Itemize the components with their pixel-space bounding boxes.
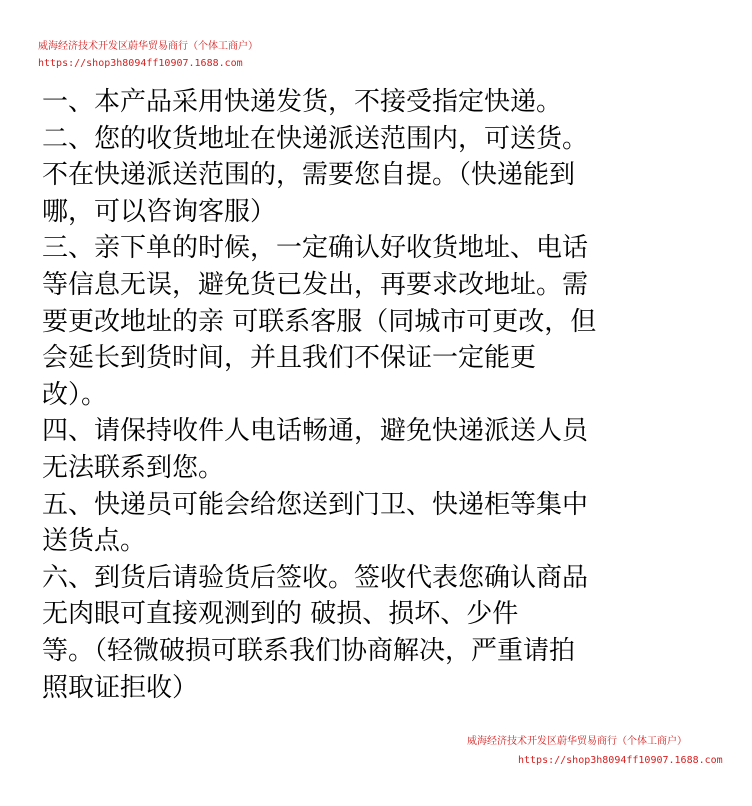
notice-line-6: 等信息无误，避免货已发出，再要求改地址。需	[42, 269, 589, 300]
watermark-shop-name-bottom: 威海经济技术开发区蔚华贸易商行（个体工商户）	[467, 736, 687, 747]
notice-line-11: 无法联系到您。	[42, 452, 225, 483]
notice-line-14: 六、到货后请验货后签收。签收代表您确认商品	[42, 562, 589, 593]
notice-line-3: 不在快递派送范围的，需要您自提。（快递能到	[42, 160, 576, 191]
notice-line-10: 四、请保持收件人电话畅通，避免快递派送人员	[42, 416, 589, 447]
notice-line-4: 哪，可以咨询客服）	[42, 196, 277, 227]
watermark-shop-url-bottom: https://shop3h8094ff10907.1688.com	[518, 755, 723, 766]
notice-line-15: 无肉眼可直接观测到的 破损、损坏、少件	[42, 599, 519, 630]
notice-line-9: 改）。	[42, 379, 108, 410]
notice-line-17: 照取证拒收）	[42, 672, 199, 703]
notice-line-8: 会延长到货时间，并且我们不保证一定能更	[42, 343, 537, 374]
notice-line-1: 一、本产品采用快递发货，不接受指定快递。	[42, 87, 563, 117]
notice-line-7: 要更改地址的亲 可联系客服（同城市可更改，但	[42, 306, 597, 337]
notice-line-13: 送货点。	[42, 526, 147, 557]
notice-line-5: 三、亲下单的时候，一定确认好收货地址、电话	[42, 233, 589, 264]
shipping-notice	[42, 84, 722, 706]
watermark-shop-name-top: 威海经济技术开发区蔚华贸易商行（个体工商户）	[38, 41, 258, 52]
watermark-shop-url-top: https://shop3h8094ff10907.1688.com	[38, 58, 243, 69]
notice-line-16: 等。（轻微破损可联系我们协商解决，严重请拍	[42, 635, 576, 666]
notice-line-12: 五、快递员可能会给您送到门卫、快递柜等集中	[42, 489, 589, 520]
notice-line-2: 二、您的收货地址在快递派送范围内，可送货。	[42, 123, 589, 154]
